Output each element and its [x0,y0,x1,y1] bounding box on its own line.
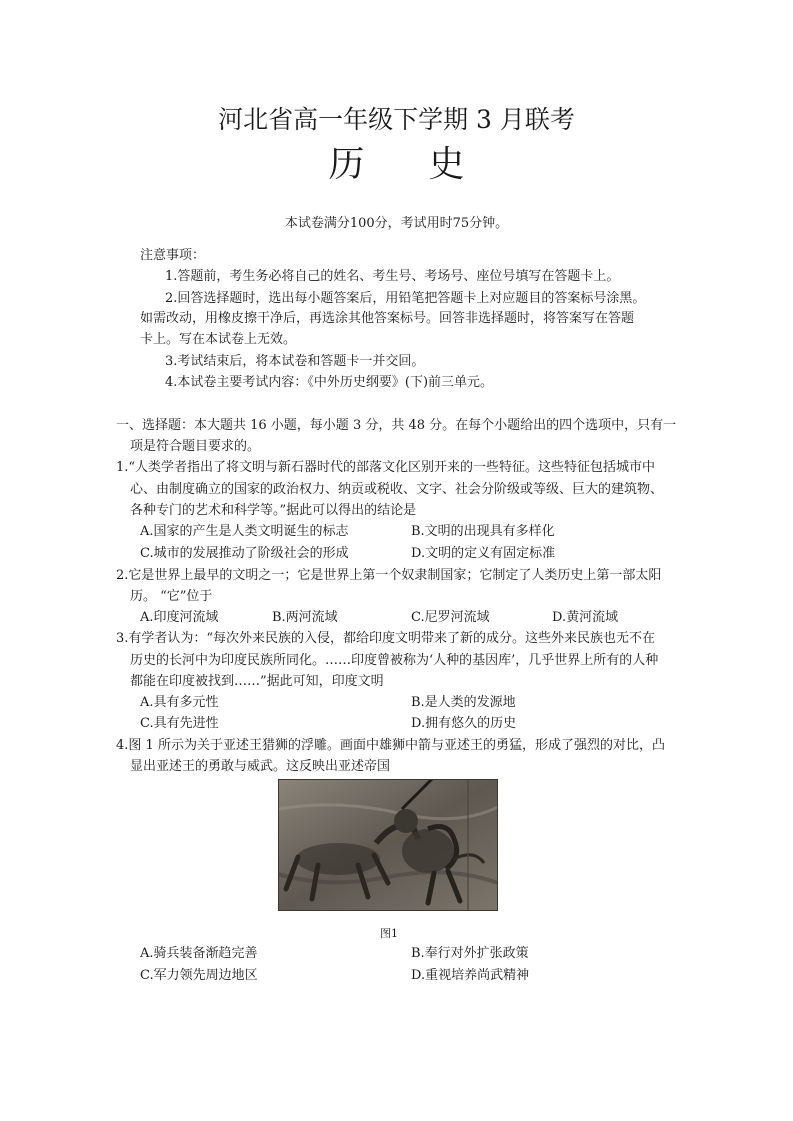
score-line: 本试卷满分100分，考试用时75分钟。 [284,216,509,231]
q1-stem-line3: 各种专门的艺术和科学等。”据此可以得出的结论是 [130,503,417,518]
q2-stem-line2: 历。 “它”位于 [130,589,213,604]
q1-option-d: D.文明的定义有固定标准 [411,546,556,561]
section-heading-line2: 项是符合题目要求的。 [130,439,261,454]
q4-option-a: A.骑兵装备渐趋完善 [140,946,258,961]
q3-stem-line3: 都能在印度被找到……”据此可知，印度文明 [130,674,384,689]
q1-option-a: A.国家的产生是人类文明诞生的标志 [140,524,349,539]
q2-option-a: A.印度河流域 [140,610,219,625]
notice-heading: 注意事项： [140,248,206,263]
q2-option-d: D.黄河流域 [552,610,619,625]
q1-stem-line2: 心、由制度确立的国家的政治权力、纳贡或税收、文字、社会分阶级或等级、巨大的建筑物、 [130,482,664,497]
q4-stem-line2: 显出亚述王的勇敢与威武。这反映出亚述帝国 [130,759,391,774]
notice-item-3: 3.考试结束后，将本试卷和答题卡一并交回。 [165,354,425,369]
q3-option-c: C.具有先进性 [140,716,219,731]
figure-caption: 图1 [380,927,398,940]
q1-option-c: C.城市的发展推动了阶级社会的形成 [140,546,349,561]
q4-option-d: D.重视培养尚武精神 [411,968,530,983]
relief-image [278,779,498,911]
q3-stem-line1: 3.有学者认为：“每次外来民族的入侵，都给印度文明带来了新的成分。这些外来民族也无不在 [116,631,656,646]
q4-stem-line1: 4.图 1 所示为关于亚述王猎狮的浮雕。画面中雄狮中箭与亚述王的勇猛，形成了强烈的对比，凸 [116,738,665,753]
q4-option-b: B.奉行对外扩张政策 [411,946,529,961]
q3-option-b: B.是人类的发源地 [411,695,516,710]
section-heading-line1: 一、选择题：本大题共 16 小题，每小题 3 分，共 48 分。在每个小题给出的四个选项中，只有一 [116,418,677,433]
q3-option-d: D.拥有悠久的历史 [411,716,517,731]
q3-option-a: A.具有多元性 [140,695,219,710]
q2-option-b: B.两河流域 [272,610,338,625]
subject-title: 历史 [328,144,529,185]
q3-stem-line2: 历史的长河中为印度民族所同化。……印度曾被称为‘人种的基因库’，几乎世界上所有的人种 [130,653,659,668]
notice-item-2-line2: 如需改动，用橡皮擦干净后，再选涂其他答案标号。回答非选择题时，将答案写在答题 [140,311,635,326]
q2-option-c: C.尼罗河流域 [411,610,490,625]
notice-item-2-line1: 2.回答选择题时，选出每小题答案后，用铅笔把答题卡上对应题目的答案标号涂黑。 [165,291,646,306]
q1-stem-line1: 1.“人类学者指出了将文明与新石器时代的部落文化区别开来的一些特征。这些特征包括城市中 [116,460,656,475]
q2-stem-line1: 2.它是世界上最早的文明之一；它是世界上第一个奴隶制国家；它制定了人类历史上第一部太阳 [116,568,662,583]
q1-option-b: B.文明的出现具有多样化 [411,524,555,539]
q4-option-c: C.军力领先周边地区 [140,968,258,983]
notice-item-1: 1.答题前，考生务必将自己的姓名、考生号、考场号、座位号填写在答题卡上。 [165,269,620,284]
exam-title: 河北省高一年级下学期 3 月联考 [218,105,575,134]
notice-item-2-line3: 卡上。写在本试卷上无效。 [140,332,297,347]
notice-item-4: 4.本试卷主要考试内容：《中外历史纲要》(下)前三单元。 [165,375,494,390]
